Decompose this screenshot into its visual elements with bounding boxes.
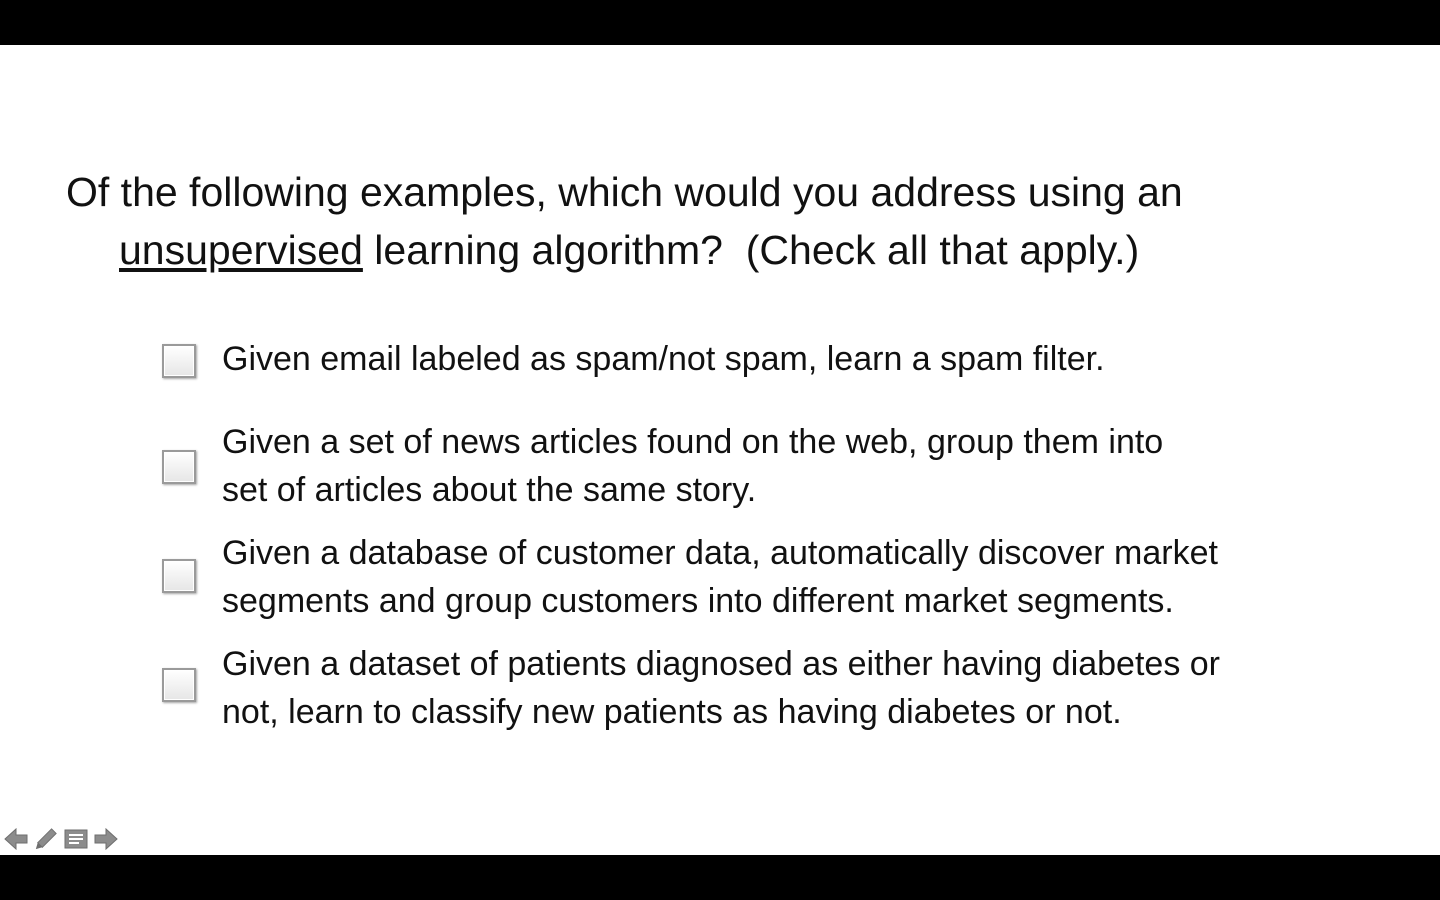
option-3-checkbox[interactable] — [162, 559, 196, 593]
option-2-line-2: set of articles about the same story. — [222, 471, 757, 509]
previous-arrow-icon[interactable] — [4, 827, 28, 851]
next-arrow-icon[interactable] — [94, 827, 118, 851]
presentation-slide — [0, 45, 1440, 855]
slide-menu-icon[interactable] — [64, 827, 88, 851]
letterbox-bottom — [0, 855, 1440, 900]
option-4-label — [222, 640, 1312, 736]
pen-icon[interactable] — [34, 827, 58, 851]
option-4-line-1: Given a dataset of patients diagnosed as either having diabetes or — [222, 645, 1221, 683]
option-4-line-2: not, learn to classify new patients as having diabetes or not. — [222, 693, 1122, 731]
letterbox-top — [0, 0, 1440, 45]
option-1-label: Given email labeled as spam/not spam, learn a spam filter. — [222, 340, 1105, 378]
question-line-1: Of the following examples, which would you address using an — [66, 169, 1183, 215]
option-2-line-1: Given a set of news articles found on the web, group them into — [222, 423, 1164, 461]
question-line-2-rest: learning algorithm? (Check all that apply.) — [362, 227, 1140, 273]
question-line-2 — [66, 221, 1366, 279]
slideshow-toolbar — [4, 825, 118, 853]
option-2-checkbox[interactable] — [162, 450, 196, 484]
question-text — [66, 163, 1366, 279]
option-3-label — [222, 529, 1312, 625]
option-4-checkbox[interactable] — [162, 668, 196, 702]
option-2-label — [222, 418, 1312, 514]
underlined-keyword: unsupervised — [119, 227, 363, 273]
option-3-line-2: segments and group customers into different market segments. — [222, 582, 1174, 620]
option-3-line-1: Given a database of customer data, automatically discover market — [222, 534, 1218, 572]
option-1-checkbox[interactable] — [162, 344, 196, 378]
